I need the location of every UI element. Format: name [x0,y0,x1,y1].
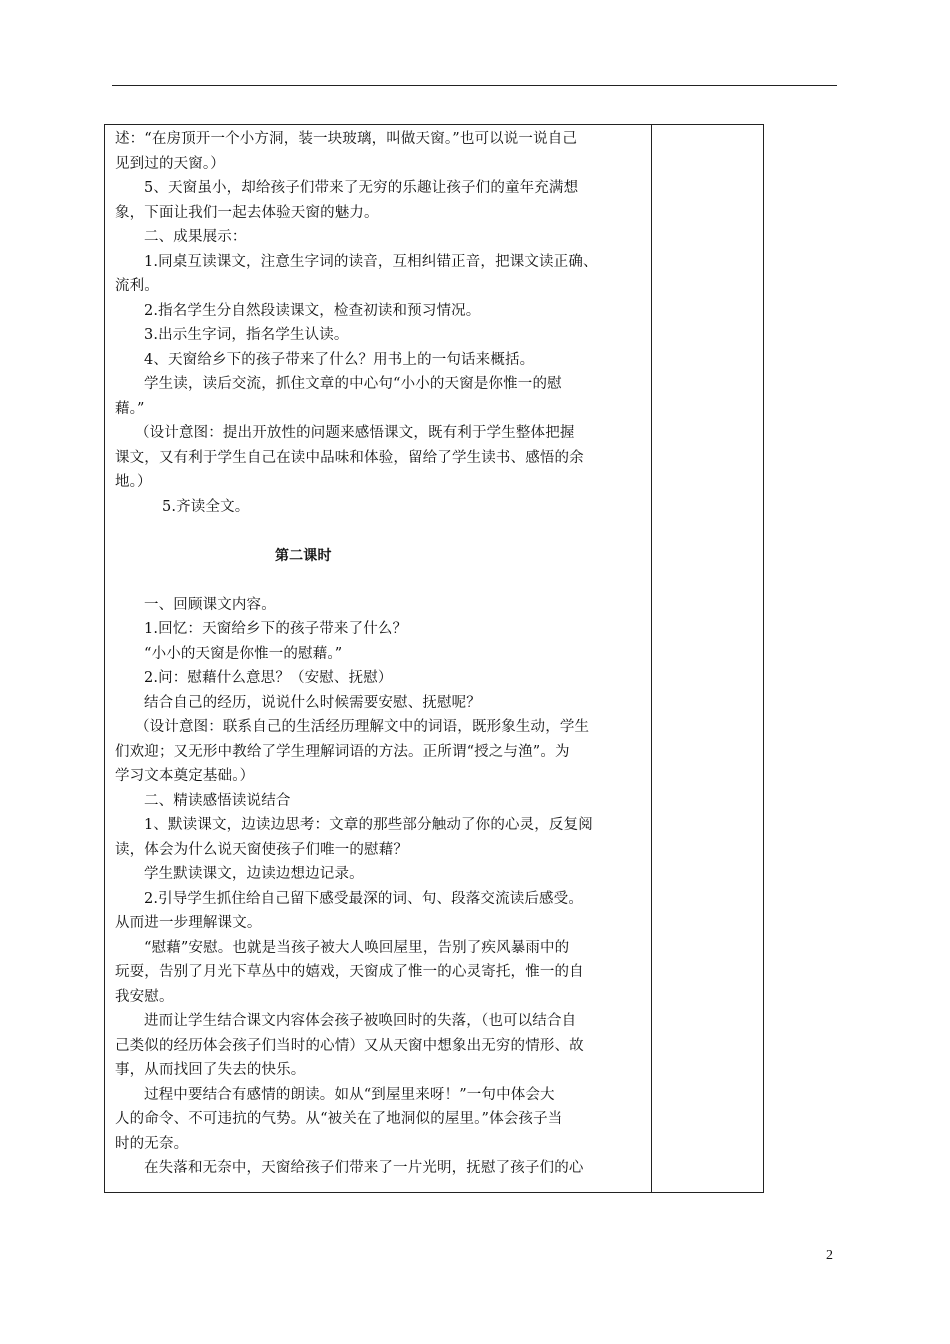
column-divider [651,125,652,1192]
text-line: 学生读，读后交流，抓住文章的中心句“小小的天窗是你惟一的慰 [144,376,562,392]
header-rule [112,85,837,86]
text-line: 过程中要结合有感情的朗读。如从“到屋里来呀！”一句中体会大 [144,1086,555,1103]
text-line: 地。） [115,474,152,490]
text-line: 事，从而找回了失去的快乐。 [115,1062,306,1078]
text-line: “小小的天窗是你惟一的慰藉。” [144,645,343,662]
text-line: 结合自己的经历，说说什么时候需要安慰、抚慰呢？ [144,694,481,711]
text-line: 3.出示生字词，指名学生认读。 [144,327,349,343]
text-line: 1、默读课文，边读边思考：文章的那些部分触动了你的心灵，反复阅 [144,817,593,833]
text-line: 己类似的经历体会孩子们当时的心情）又从天窗中想象出无穷的情形、故 [115,1037,584,1054]
text-line: 在失落和无奈中，天窗给孩子们带来了一片光明，抚慰了孩子们的心 [144,1160,584,1176]
text-line: 们欢迎；又无形中教给了学生理解词语的方法。正所谓“授之与渔”。为 [115,743,570,760]
text-line: “慰藉”安慰。也就是当孩子被大人唤回屋里，告别了疾风暴雨中的 [144,939,570,956]
text-line: 藉。” [115,400,145,417]
text-line: 见到过的天窗。） [115,155,225,172]
text-line: 2.引导学生抓住给自己留下感受最深的词、句、段落交流读后感受。 [144,890,583,907]
text-line: 4、天窗给乡下的孩子带来了什么？用书上的一句话来概括。 [144,351,535,368]
text-line: 课文，又有利于学生自己在读中品味和体验，留给了学生读书、感悟的余 [115,449,584,466]
text-line: 5、天窗虽小，却给孩子们带来了无穷的乐趣让孩子们的童年充满想 [144,180,579,196]
text-line: 玩耍，告别了月光下草丛中的嬉戏，天窗成了惟一的心灵寄托，惟一的自 [115,964,584,980]
section-heading: 一、回顾课文内容。 [144,596,276,613]
text-line: 流利。 [115,278,159,294]
text-line: 5.齐读全文。 [162,498,250,515]
text-line: 我安慰。 [115,988,174,1005]
design-note: （设计意图：提出开放性的问题来感悟课文，既有利于学生整体把握 [135,425,575,441]
text-line: 述：“在房顶开一个小方洞，装一块玻璃，叫做天窗。”也可以说一说自己 [115,131,578,147]
text-line: 1.回忆：天窗给乡下的孩子带来了什么？ [144,621,408,637]
text-line: 2.问：慰藉什么意思？（安慰、抚慰） [144,670,393,686]
section-heading: 二、成果展示： [144,229,247,245]
lesson-plan-table [104,124,764,1193]
text-line: 2.指名学生分自然段读课文，检查初读和预习情况。 [144,302,481,319]
design-note: （设计意图：联系自己的生活经历理解文中的词语，既形象生动，学生 [135,719,590,735]
text-line: 学习文本奠定基础。） [115,768,255,784]
lesson-period-heading: 第二课时 [275,547,332,564]
text-line: 从而进一步理解课文。 [115,915,262,931]
text-line: 学生默读课文，边读边想边记录。 [144,866,364,882]
text-line: 时的无奈。 [115,1135,189,1152]
lesson-content-cell [115,127,645,1181]
text-line: 读，体会为什么说天窗使孩子们唯一的慰藉？ [115,841,408,858]
section-heading: 二、精读感悟读说结合 [144,792,291,809]
text-line: 进而让学生结合课文内容体会孩子被唤回时的失落，（也可以结合自 [144,1013,577,1029]
page-number: 2 [826,1248,833,1263]
text-line: 人的命令、不可违抗的气势。从“被关在了地洞似的屋里。”体会孩子当 [115,1111,563,1127]
text-line: 1.同桌互读课文，注意生字词的读音，互相纠错正音，把课文读正确、 [144,253,598,270]
text-line: 象，下面让我们一起去体验天窗的魅力。 [115,204,379,221]
